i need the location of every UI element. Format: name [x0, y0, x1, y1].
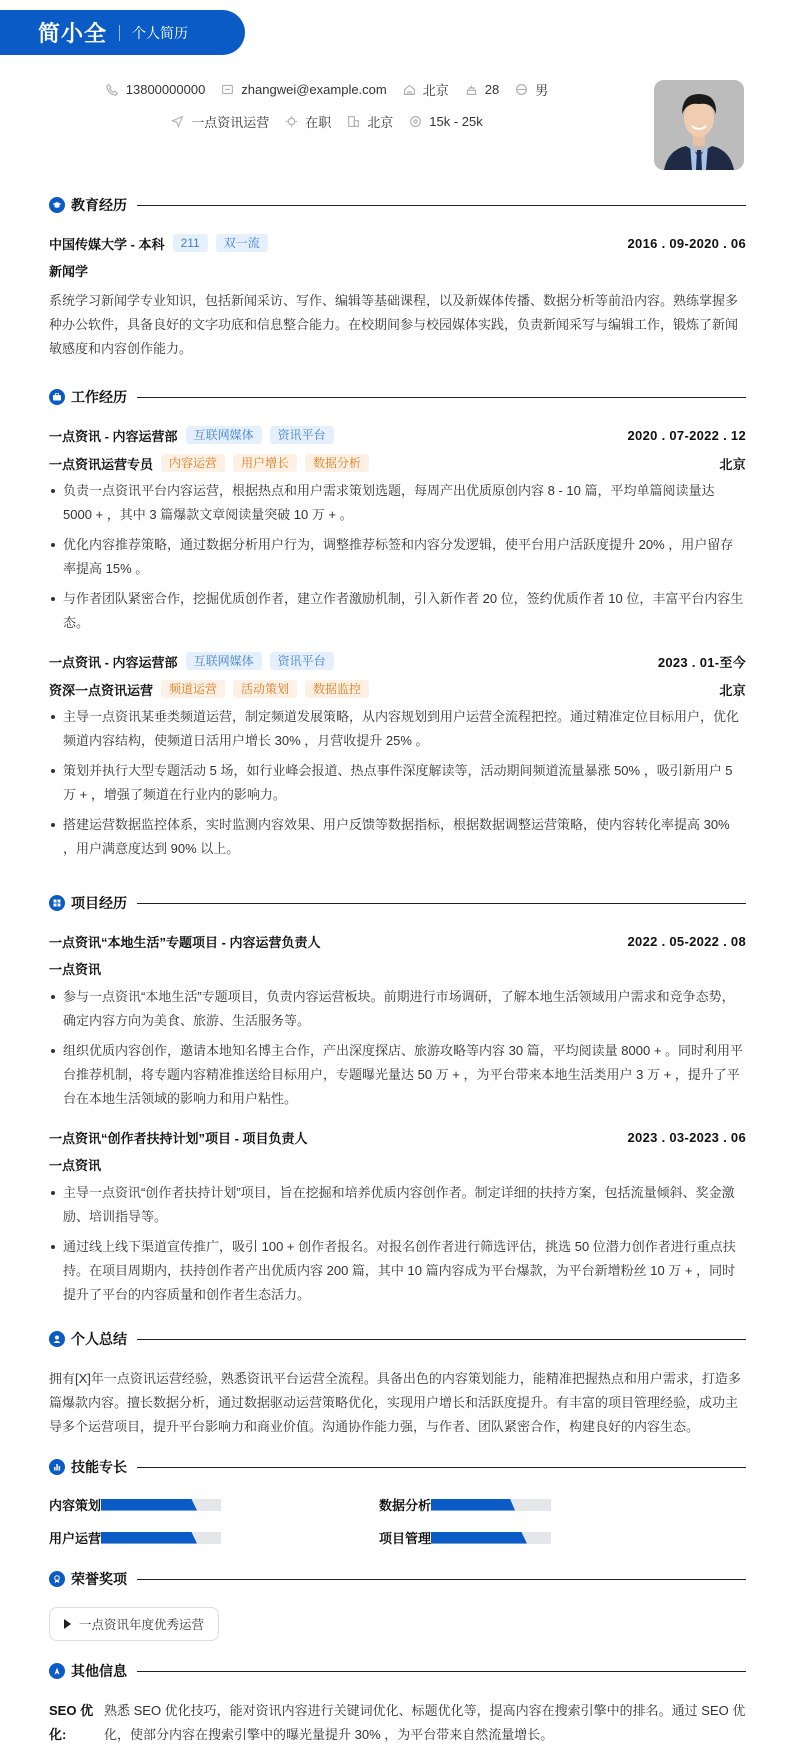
- skill-item: [379, 1528, 709, 1547]
- skill-bar: [101, 1499, 221, 1511]
- section-header: [49, 387, 746, 407]
- graduation-cap-icon: [49, 197, 65, 213]
- section-header: [49, 1661, 746, 1681]
- project-org: 一点资讯: [49, 962, 102, 977]
- contact-target-job: [171, 112, 269, 131]
- company-name: 一点资讯 - 内容运营部: [49, 428, 178, 444]
- list-item: 策划并执行大型专题活动 5 场，如行业峰会报道、热点事件深度解读等，活动期间频道流量暴涨 50% ，吸引新用户 5 万 + ，增强了频道在行业内的影响力。: [49, 759, 746, 807]
- work-section: [49, 387, 746, 861]
- status-icon: [285, 115, 298, 128]
- company-tag: 互联网媒体: [186, 652, 262, 670]
- user-icon: [49, 1331, 65, 1347]
- skill-item: [379, 1495, 709, 1514]
- company-tag: 互联网媒体: [186, 426, 262, 444]
- section-header: [49, 195, 746, 215]
- contact-email: [221, 82, 386, 97]
- job-location: 北京: [719, 682, 746, 698]
- section-divider: [137, 1339, 746, 1340]
- contact-status: [285, 112, 331, 131]
- other-item-value: 熟悉 SEO 优化技巧，能对资讯内容进行关键词优化、标题优化等，提高内容在搜索引擎中的排名。通过 SEO 优化，使部分内容在搜索引擎中的曝光量提升 30% ，为平台带来自然流量增长。: [104, 1703, 746, 1742]
- award-item: [49, 1607, 219, 1641]
- contact-info: [0, 80, 660, 131]
- list-item: 组织优质内容创作，邀请本地知名博主合作，产出深度探店、旅游攻略等内容 30 篇，平均阅读量 8000 + 。同时利用平台推荐机制，将专题内容精准推送给目标用户，专题曝光量达 50 万 + ，为平台带来本地生活类用户 3 万 + ，提升了平台在本地生活领域的影响力和用户粘性。: [49, 1039, 746, 1111]
- skill-label: 项目管理: [379, 1531, 432, 1546]
- skill-bar-fill: [101, 1499, 197, 1511]
- skill-tag: 数据监控: [305, 680, 369, 698]
- list-item: 搭建运营数据监控体系，实时监测内容效果、用户反馈等数据指标，根据数据调整运营策略，使内容转化率提高 30% ，用户满意度达到 90% 以上。: [49, 813, 746, 861]
- skill-label: 内容策划: [49, 1498, 102, 1513]
- list-item: 与作者团队紧密合作，挖掘优质创作者，建立作者激励机制，引入新作者 20 位，签约优质作者 10 位，丰富平台内容生态。: [49, 587, 746, 635]
- section-title: 其他信息: [71, 1663, 127, 1679]
- project-date: 2023 . 03-2023 . 06: [627, 1129, 746, 1145]
- skill-label: 用户运营: [49, 1531, 102, 1546]
- city: 北京: [422, 83, 449, 98]
- grid-icon: [49, 895, 65, 911]
- profile-photo: [654, 80, 744, 170]
- other-item-key: SEO 优化:: [49, 1703, 94, 1742]
- section-title: 工作经历: [71, 389, 127, 405]
- section-header: [49, 1457, 746, 1477]
- award-icon: [49, 1571, 65, 1587]
- phone-number: 13800000000: [125, 82, 206, 97]
- home-icon: [403, 83, 416, 96]
- contact-row-2: [171, 112, 489, 131]
- briefcase-icon: [49, 389, 65, 405]
- send-icon: [171, 115, 184, 128]
- phone-icon: [106, 83, 119, 96]
- skill-item: [49, 1495, 379, 1514]
- section-divider: [137, 903, 746, 904]
- job-date: 2020 . 07-2022 . 12: [627, 427, 746, 443]
- skill-tag: 数据分析: [305, 454, 369, 472]
- skills-section: [49, 1457, 746, 1547]
- list-item: 优化内容推荐策略，通过数据分析用户行为，调整推荐标签和内容分发逻辑，使平台用户活跃度提升 20% ，用户留存率提高 15% 。: [49, 533, 746, 581]
- skill-tag: 用户增长: [233, 454, 297, 472]
- section-divider: [137, 1579, 746, 1580]
- expected-salary: 15k - 25k: [429, 114, 483, 129]
- awards-section: [49, 1569, 746, 1641]
- resume-name: 简小全: [38, 21, 108, 46]
- header-divider: [119, 25, 120, 41]
- project-name: 一点资讯“创作者扶持计划”项目 - 项目负责人: [49, 1130, 308, 1146]
- company-name: 一点资讯 - 内容运营部: [49, 654, 178, 670]
- education-description: 系统学习新闻学专业知识，包括新闻采访、写作、编辑等基础课程，以及新媒体传播、数据分析等前沿内容。熟练掌握多种办公软件，具备良好的文字功底和信息整合能力。在校期间参与校园媒体实践，负责新闻采写与编辑工作，锻炼了新闻敏感度和内容创作能力。: [49, 293, 739, 356]
- project-date: 2022 . 05-2022 . 08: [627, 933, 746, 949]
- resume-body: [49, 195, 746, 1747]
- project-bullets: [49, 985, 746, 1111]
- gender: 男: [535, 83, 549, 98]
- skill-tag: 活动策划: [233, 680, 297, 698]
- avatar: [654, 80, 744, 170]
- other-section: [49, 1661, 746, 1747]
- triangle-right-icon: [64, 1619, 71, 1629]
- education-section: [49, 195, 746, 361]
- mail-icon: [221, 83, 234, 96]
- award-label: 一点资讯年度优秀运营: [79, 1618, 205, 1632]
- major: 新闻学: [49, 264, 89, 279]
- skill-bar: [431, 1532, 551, 1544]
- project-org: 一点资讯: [49, 1158, 102, 1173]
- list-item: 主导一点资讯“创作者扶持计划”项目，旨在挖掘和培养优质内容创作者。制定详细的扶持方案，包括流量倾斜、奖金激励、培训指导等。: [49, 1181, 746, 1229]
- job-date: 2023 . 01-至今: [657, 654, 746, 670]
- contact-age: [465, 82, 499, 97]
- gender-icon: [515, 83, 528, 96]
- skill-bar: [101, 1532, 221, 1544]
- job-bullets: [49, 705, 746, 861]
- bar-chart-icon: [49, 1459, 65, 1475]
- section-divider: [137, 1467, 746, 1468]
- other-item: [49, 1699, 746, 1747]
- job-position: 一点资讯运营专员: [49, 456, 154, 472]
- project-entry: [49, 1127, 746, 1307]
- work-entry: [49, 425, 746, 635]
- list-item: 主导一点资讯某垂类频道运营，制定频道发展策略，从内容规划到用户运营全流程把控。通过精准定位目标用户，优化频道内容结构，使频道日活用户增长 30% ，月营收提升 25% 。: [49, 705, 746, 753]
- section-title: 技能专长: [71, 1459, 127, 1475]
- section-header: [49, 1569, 746, 1589]
- skill-item: [49, 1528, 379, 1547]
- summary-section: [49, 1329, 746, 1439]
- company-tag: 资讯平台: [270, 652, 334, 670]
- company-tag: 资讯平台: [270, 426, 334, 444]
- contact-row-1: [106, 80, 554, 99]
- section-title: 项目经历: [71, 895, 127, 911]
- school-tag: 211: [173, 234, 208, 252]
- header-bar: [0, 10, 245, 55]
- education-date: 2016 . 09-2020 . 06: [627, 235, 746, 251]
- list-item: 通过线上线下渠道宣传推广，吸引 100 + 创作者报名。对报名创作者进行筛选评估，挑选 50 位潜力创作者进行重点扶持。在项目周期内，扶持创作者产出优质内容 200 篇，其中 10 篇内容成为平台爆款，为平台新增粉丝 10 万 + ，同时提升了平台的内容质量和创作者生态活力。: [49, 1235, 746, 1307]
- section-divider: [137, 397, 746, 398]
- summary-text: 拥有[X]年一点资讯运营经验，熟悉资讯平台运营全流程。具备出色的内容策划能力，能精准把握热点和用户需求，打造多篇爆款内容。擅长数据分析，通过数据驱动运营策略优化，实现用户增长和活跃度提升。有丰富的项目管理经验，成功主导多个运营项目，提升平台影响力和商业价值。沟通协作能力强，与作者、团队紧密合作，构建良好的内容生态。: [49, 1371, 741, 1434]
- section-header: [49, 1329, 746, 1349]
- project-name: 一点资讯“本地生活”专题项目 - 内容运营负责人: [49, 934, 321, 950]
- building-icon: [347, 115, 360, 128]
- section-title: 个人总结: [71, 1331, 127, 1347]
- school-tag: 双一流: [216, 234, 268, 252]
- contact-city: [403, 80, 449, 99]
- work-entry: [49, 651, 746, 861]
- skill-tag: 内容运营: [161, 454, 225, 472]
- age-icon: [465, 83, 478, 96]
- target-job: 一点资讯运营: [191, 115, 270, 130]
- education-entry-header: [49, 233, 746, 253]
- skill-bar-fill: [431, 1499, 515, 1511]
- school-name: 中国传媒大学 - 本科: [49, 236, 165, 252]
- project-bullets: [49, 1181, 746, 1307]
- email-address: zhangwei@example.com: [241, 82, 387, 97]
- resume-subtitle: 个人简历: [132, 24, 189, 41]
- section-title: 荣誉奖项: [71, 1571, 127, 1587]
- projects-section: [49, 893, 746, 1307]
- contact-gender: [515, 80, 548, 99]
- list-item: 负责一点资讯平台内容运营，根据热点和用户需求策划选题，每周产出优质原创内容 8 - 10 篇，平均单篇阅读量达 5000 + ，其中 3 篇爆款文章阅读量突破 10 万 + 。: [49, 479, 746, 527]
- skill-label: 数据分析: [379, 1498, 432, 1513]
- section-title: 教育经历: [71, 197, 127, 213]
- skill-bar-fill: [431, 1532, 527, 1544]
- project-entry: [49, 931, 746, 1111]
- job-location: 北京: [719, 456, 746, 472]
- section-divider: [137, 1671, 746, 1672]
- section-header: [49, 893, 746, 913]
- contact-target-city: [347, 112, 393, 131]
- salary-icon: [409, 115, 422, 128]
- skill-bar: [431, 1499, 551, 1511]
- skill-tag: 频道运营: [161, 680, 225, 698]
- list-item: 参与一点资讯“本地生活”专题项目，负责内容运营板块。前期进行市场调研，了解本地生活领域用户需求和竞争态势，确定内容方向为美食、旅游、生活服务等。: [49, 985, 746, 1033]
- job-status: 在职: [305, 115, 332, 130]
- job-bullets: [49, 479, 746, 635]
- age: 28: [484, 82, 500, 97]
- skill-bar-fill: [101, 1532, 197, 1544]
- skills-grid: [49, 1495, 746, 1547]
- contact-phone: [106, 82, 206, 97]
- section-divider: [137, 205, 746, 206]
- target-city: 北京: [367, 115, 394, 130]
- compass-icon: [49, 1663, 65, 1679]
- job-position: 资深一点资讯运营: [49, 682, 154, 698]
- contact-salary: [409, 114, 482, 129]
